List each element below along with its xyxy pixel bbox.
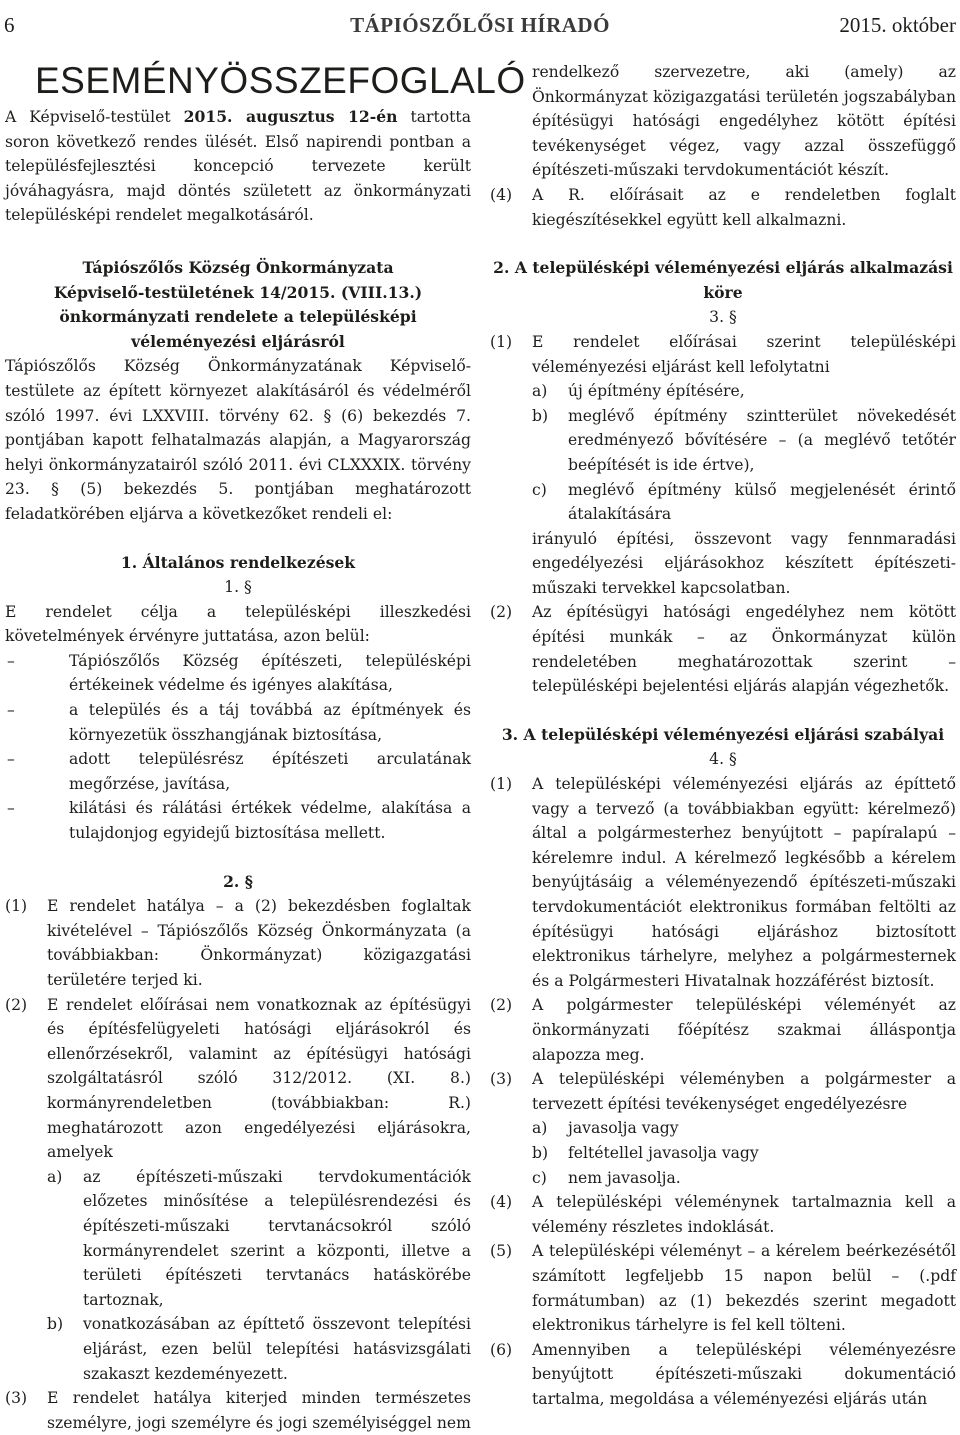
paragraph-2-1: (1) E rendelet hatálya – a (2) bekezdésben foglaltak kivételével – Tápiószőlős Község Önkormányzata (a továbbiakban: Önkormányzat) közigazgatási területére terjed ki. [5, 897, 471, 989]
section-2-label: 2. § [223, 871, 253, 891]
chapter-3-title: 3. A településképi véleményezési eljárási szabályai [501, 724, 945, 744]
section-1-list [5, 649, 471, 846]
paragraph-4-2: (2) A polgármester településképi véleményét az önkormányzati főépítész szakmai álláspontja alapozza meg. [490, 996, 956, 1064]
paragraph-3-1: (1) E rendelet előírásai szerint településképi véleményezési eljárást kell lefolytatni a) új építmény építésére, b) meglévő építmény szintterület növekedését eredményező bővítésére – (a meglévő tetőtér beépítését is ide értve), c) meglévő építmény külső megjelenését érintő átalakítására irányuló építési, összevont vagy fennmaradási engedélyezési eljárásokhoz készített építészeti-műszaki tervekkel kapcsolatban. [490, 332, 956, 597]
paragraph-4-3: (3) A településképi véleményben a polgármester a tervezett építési tevékenységet engedélyezésre a) javasolja vagy b) feltétellel javasolja vagy c) nem javasolja. [490, 1067, 956, 1190]
list-item: – kilátási és rálátási értékek védelme, alakítása a tulajdonjog egyidejű biztosítása mellett. [7, 799, 471, 843]
page-number: 6 [4, 13, 15, 37]
list-item: – a település és a táj továbbá az építmények és környezetük összhangjának biztosítása, [7, 701, 471, 744]
event-summary-title: ESEMÉNYÖSSZEFOGLALÓ [35, 60, 526, 101]
page-header [0, 0, 960, 50]
paragraph-4-6: (6) Amennyiben a településképi véleményezésre benyújtott építészeti-műszaki dokumentáció tartalma, megoldása a véleményezési eljárás után [490, 1340, 956, 1408]
left-column [5, 60, 526, 1435]
paragraph-4-4: (4) A településképi véleménynek tartalmaznia kell a vélemény részletes indoklását. [490, 1193, 956, 1236]
right-column [490, 60, 956, 1411]
list-item: a) új építmény építésére, [532, 382, 745, 401]
paragraph-2-3-continued: rendelkező szervezetre, aki (amely) az Önkormányzat közigazgatási területén jogszabályban építésügyi hatósági engedélyhez kötött építési tevékenységet végez, vagy azzal összefüggő építészeti-műszaki tervdokumentációt készít. [532, 63, 956, 180]
list-item: b) meglévő építmény szintterület növekedését eredményező bővítésére – (a meglévő tetőtér beépítését is ide értve), [532, 406, 956, 474]
section-1-label: 1. § [224, 578, 252, 597]
paragraph-2-4: (4) A R. előírásait az e rendeletben foglalt kiegészítésekkel együtt kell alkalmazni. [490, 185, 956, 229]
meeting-date: 2015. augusztus 12-én [183, 107, 398, 126]
issue-date: 2015. október [839, 13, 956, 37]
list-item: – adott településrész építészeti arculatának megőrzése, javítása, [7, 750, 471, 793]
list-item: c) nem javasolja. [532, 1168, 681, 1187]
publication-title: TÁPIÓSZŐLŐSI HÍRADÓ [350, 13, 610, 37]
section-3-label: 3. § [709, 308, 737, 327]
decree-title: Tápiószőlős Község Önkormányzata Képviselő-testületének 14/2015. (VIII.13.) önkormányzati rendelete a településképi véleményezési eljárásról [53, 257, 423, 351]
list-item: c) meglévő építmény külső megjelenését érintő átalakítására [532, 480, 956, 524]
meeting-intro: A Képviselő-testület 2015. augusztus 12-én tartotta soron következő rendes ülését. Első napirendi pontban a településfejlesztési koncepció tervezete került jóváhagyásra, majd döntés született az önkormányzati településképi rendelet megalkotásáról. [5, 107, 471, 225]
paragraph-3-2: (2) Az építésügyi hatósági engedélyhez nem kötött építési munkák – az Önkormányzat külön rendeletében meghatározottak szerint – településképi bejelentési eljárás alapján végezhetők. [490, 603, 956, 696]
list-item: b) feltétellel javasolja vagy [532, 1143, 759, 1162]
paragraph-2-2: (2) E rendelet előírásai nem vonatkoznak az építésügyi és építésfelügyeleti hatósági eljárásokról és ellenőrzésekről, valamint az építésügyi hatósági szolgáltatásról szóló 312/2012. (XI. 8.) kormányrendeletben (továbbiakban: R.) meghatározott azon engedélyezési eljárásokra, amelyek a) az építészeti-műszaki tervdokumentációk előzetes minősítése a településrendezési és építészeti-műszaki tervtanácsokról szóló kormányrendelet szerint a központi, illetve a területi építészeti tervtanács hatáskörébe tartoznak, b) vonatkozásában az építtető összevont telepítési eljárást, ezen belül telepítési hatásvizsgálati szakaszt kezdeményezett. [5, 993, 471, 1387]
chapter-2-title: 2. A településképi véleményezési eljárás alkalmazási köre [493, 258, 953, 302]
section-1-intro: E rendelet célja a településképi illeszkedési követelmények érvényre juttatása, azon belül: [5, 602, 471, 646]
paragraph-4-5: (5) A településképi véleményt – a kérelem beérkezésétől számított legfeljebb 15 napon belül – (.pdf formátumban) az (1) bekezdés szerint megadott elektronikus tárhelyre is fel kell tölteni. [490, 1242, 956, 1335]
decree-preamble: Tápiószőlős Község Önkormányzatának Képviselő-testülete az épített környezet alakításáról és védelméről szóló 1997. évi LXXVIII. törvény 62. § (6) bekezdés 7. pontjában kapott felhatalmazás alapján, a Magyarország helyi önkormányzatairól szóló 2011. évi CLXXXIX. törvény 23. § (5) bekezdés 5. pontjában meghatározott feladatkörében eljárva a következőket rendeli el: [5, 357, 471, 523]
section-4-label: 4. § [709, 750, 737, 769]
list-item: b) vonatkozásában az építtető összevont telepítési eljárást, ezen belül telepítési hatásvizsgálati szakaszt kezdeményezett. [47, 1315, 471, 1383]
list-item: a) az építészeti-műszaki tervdokumentációk előzetes minősítése a településrendezési és építészeti-műszaki tervtanácsokról szóló kormányrendelet szerint a központi, illetve a területi építészeti tervtanács hatáskörébe tartoznak, [47, 1167, 471, 1309]
list-item: a) javasolja vagy [532, 1119, 679, 1138]
chapter-1-title: 1. Általános rendelkezések [120, 552, 356, 572]
paragraph-2-3: (3) E rendelet hatálya kiterjed minden természetes személyre, jogi személyre és jogi személyiséggel nem [5, 1389, 471, 1432]
list-item: – Tápiószőlős Község építészeti, településképi értékeinek védelme és igényes alakítása, [7, 651, 471, 695]
paragraph-4-1: (1) A településképi véleményezési eljárás az építtető vagy a tervező (a továbbiakban együtt: kérelmező) által a polgármesterhez benyújtott – papíralapú – kérelemre indul. A kérelmező legkésőbb a kérelem benyújtásáig a véleményezendő építészeti-műszaki tervdokumentációt elektronikus formában feltölti az építésügyi hatósági eljáráshoz biztosított elektronikus tárhelyre, melyhez a polgármesternek és a Polgármesteri Hivatalnak hozzáférést biztosít. [490, 775, 956, 990]
